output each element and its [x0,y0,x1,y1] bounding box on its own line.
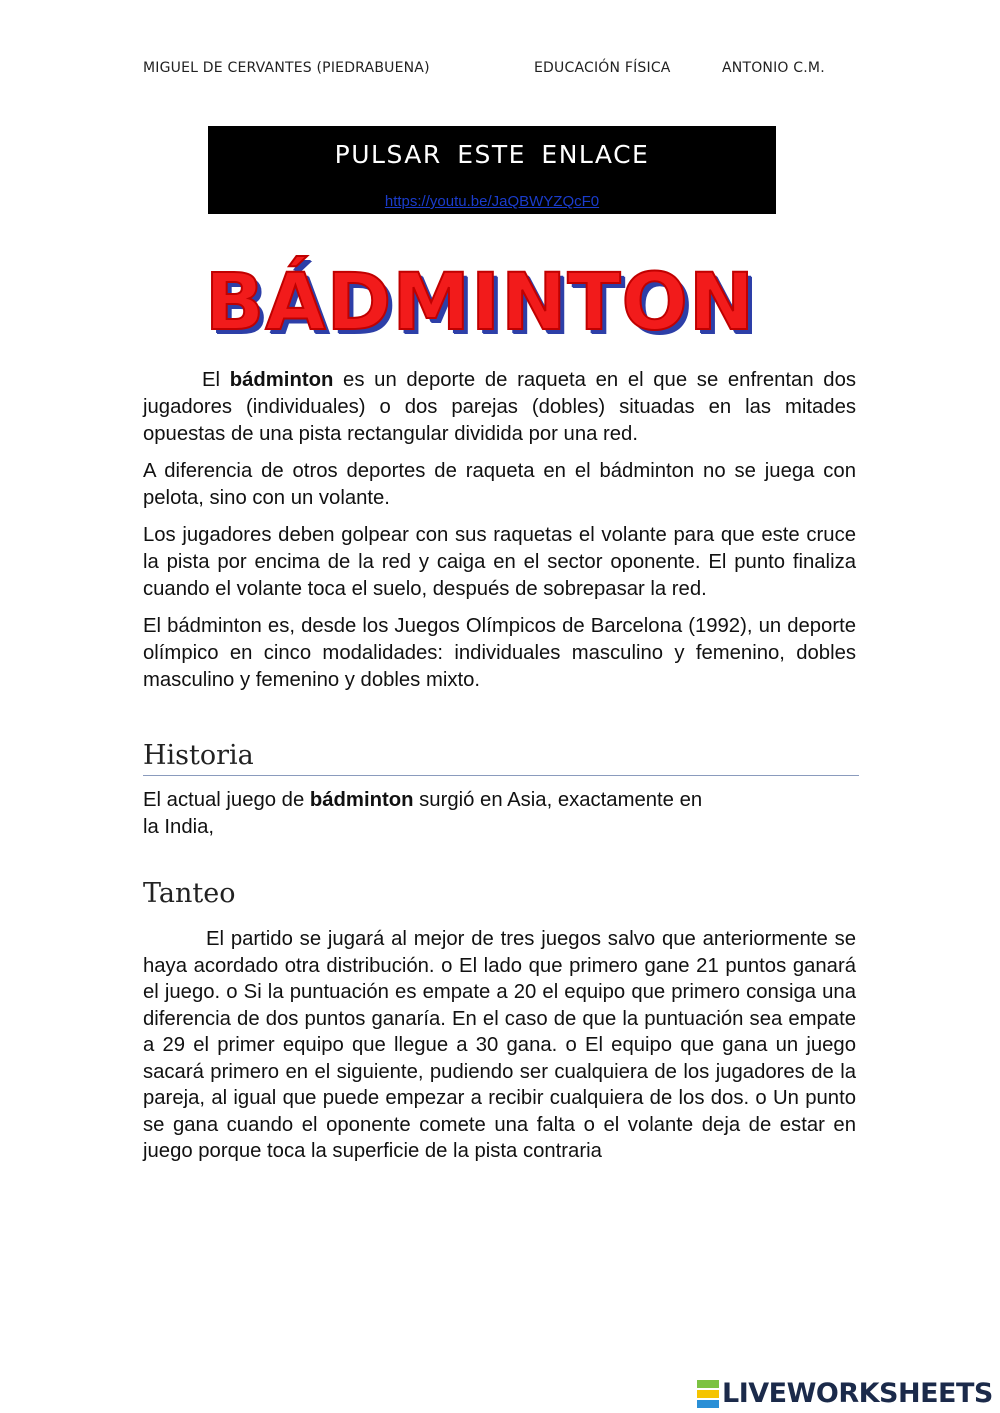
brand-text: LIVEWORKSHEETS [722,1378,993,1409]
intro-p1-rest: es un deporte de raqueta en el que se enfrentan dos jugadores (individuales) o dos parejas (dobles) situadas en las mitades opuestas de una pista rectangular dividida por una red. [143,369,856,445]
link-box-title: PULSAR ESTE ENLACE [334,140,650,169]
header-teacher: ANTONIO C.M. [722,60,825,76]
video-link[interactable]: https://youtu.be/JaQBWYZQcF0 [384,193,600,210]
liveworksheets-logo-icon [697,1380,719,1408]
historia-text-bold: bádminton [309,789,414,811]
historia-text-rest: surgió en Asia, exactamente en [413,789,703,811]
historia-paragraph [143,787,856,841]
intro-paragraph-2: A diferencia de otros deportes de raqueta en el bádminton no se juega con pelota, sino con un volante. [143,460,856,509]
intro-paragraph-4: El bádminton es, desde los Juegos Olímpicos de Barcelona (1992), un deporte olímpico en cinco modalidades: individuales masculino y femenino, dobles masculino y femenino y dobles mixto. [143,615,856,691]
intro-paragraph-3: Los jugadores deben golpear con sus raquetas el volante para que este cruce la pista por encima de la red y caiga en el sector oponente. El punto finaliza cuando el volante toca el suelo, después de sobrepasar la red. [143,524,856,600]
intro-section [143,367,856,704]
header-subject: EDUCACIÓN FÍSICA [534,60,671,76]
historia-heading: Historia [143,740,254,771]
tanteo-paragraph: El partido se jugará al mejor de tres juegos salvo que anteriormente se haya acordado otra distribución. o El lado que primero gane 21 puntos ganará el juego. o Si la puntuación es empate a 20 el equipo que primero consiga una diferencia de dos puntos ganaría. En el caso de que la puntuación sea empate a 29 el primer equipo que llegue a 30 gana. o El equipo que gana un juego sacará primero en el siguiente, pudiendo ser cualquiera de los jugadores de la pareja, al igual que puede empezar a recibir cualquiera de los dos. o Un punto se gana cuando el oponente comete una falta o el volante deja de estar en juego porque toca la superficie de la pista contraria [143,928,856,1162]
page-title: BÁDMINTON [204,258,756,348]
video-link-box[interactable] [208,126,776,214]
header-school: MIGUEL DE CERVANTES (PIEDRABUENA) [143,60,430,76]
historia-section [143,787,856,841]
intro-p1-bold: bádminton [229,369,334,391]
intro-p1-start: El [202,369,230,391]
tanteo-section [143,926,856,1165]
historia-text-start: El actual juego de [143,789,310,811]
historia-divider [143,775,859,776]
liveworksheets-brand [697,1378,993,1409]
tanteo-heading: Tanteo [143,878,236,909]
historia-text-line2: la India, [143,816,215,838]
intro-paragraph-1 [143,367,856,448]
